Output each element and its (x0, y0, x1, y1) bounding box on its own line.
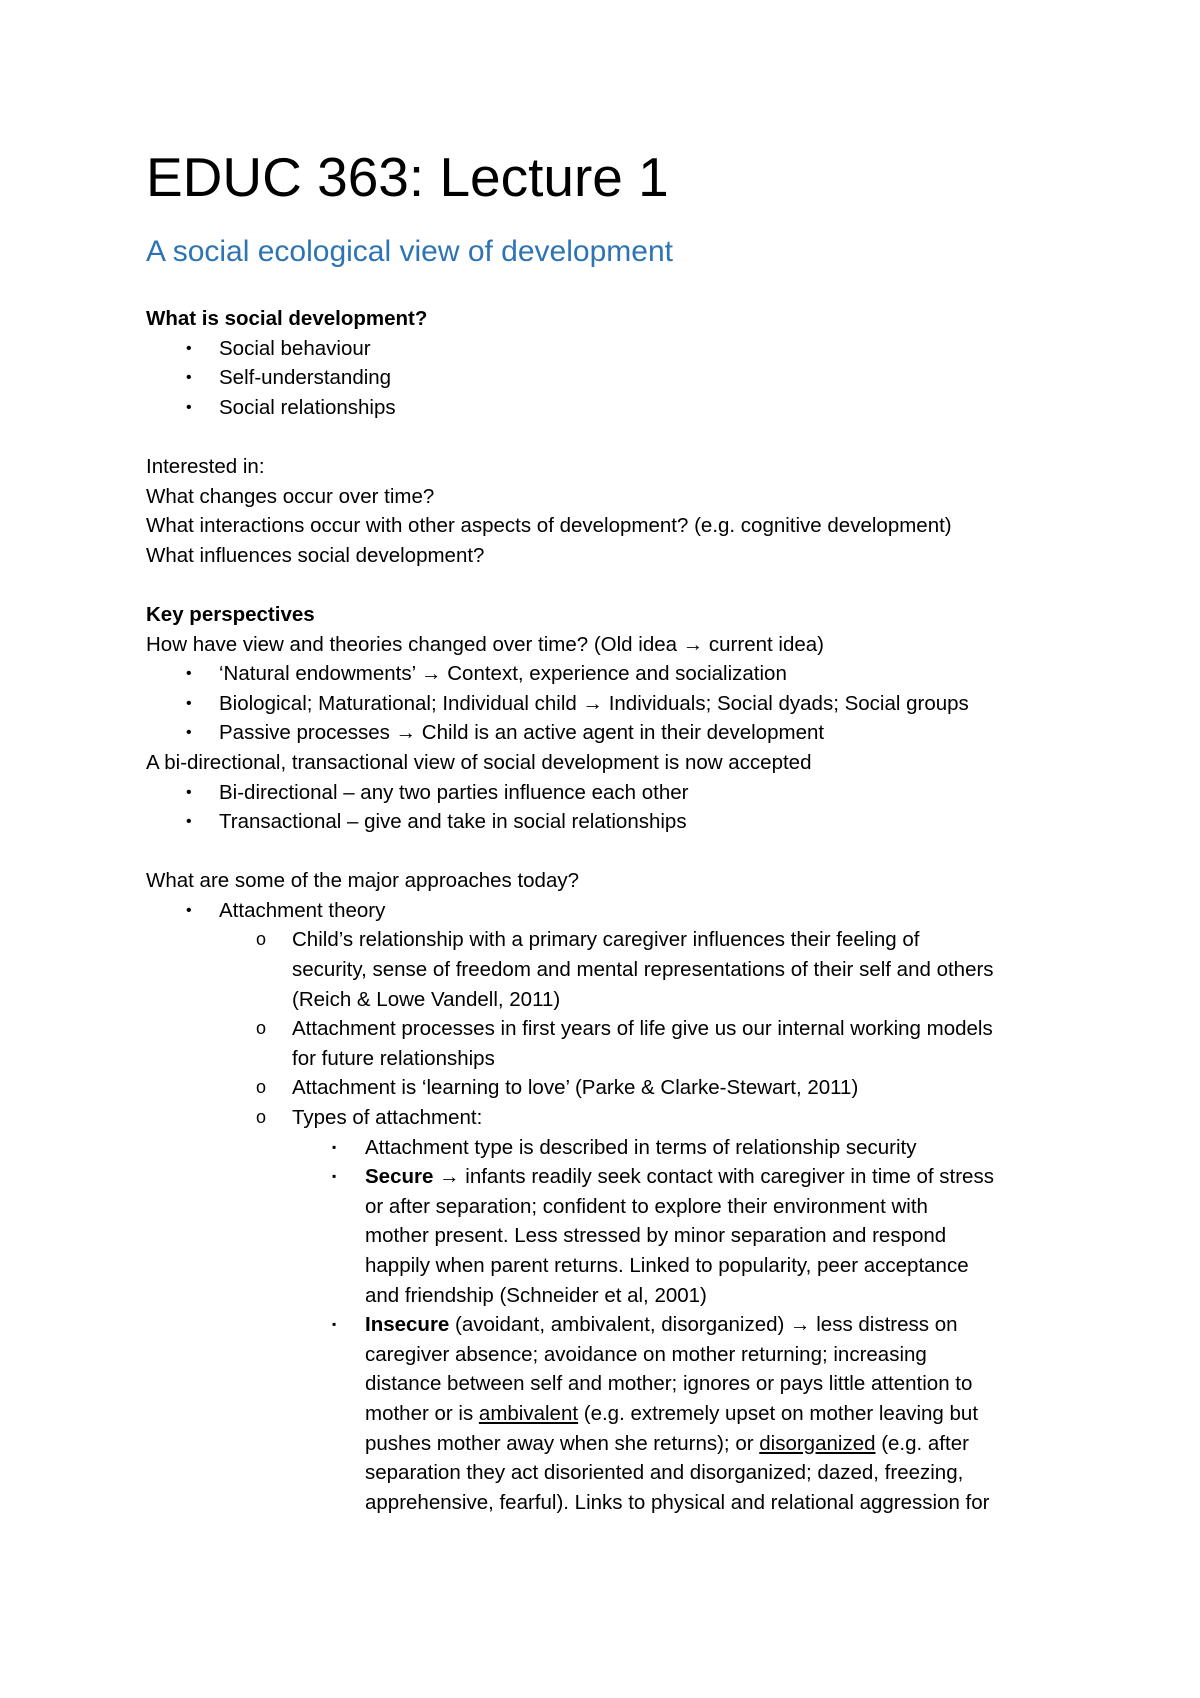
text-run: Biological; Maturational; Individual child → Individuals; Social dyads; Social groups (219, 691, 969, 715)
text-run: Social relationships (219, 395, 396, 419)
bullet-icon: • (186, 694, 192, 712)
text-run: Social behaviour (219, 336, 371, 360)
underlined-text: ambivalent (478, 1401, 579, 1425)
page-title: EDUC 363: Lecture 1 (146, 146, 669, 208)
bullet-icon: • (186, 665, 192, 683)
text-run: Types of attachment: (292, 1106, 483, 1130)
text-run: Attachment type is described in terms of relationship security (365, 1135, 917, 1159)
bullet-icon: • (186, 783, 192, 801)
list-item (146, 807, 1086, 837)
list-item (146, 1133, 1086, 1163)
text-line (146, 1044, 1086, 1074)
text-line (146, 837, 1086, 867)
text-run: A bi-directional, transactional view of social development is now accepted (146, 750, 812, 774)
text-run: mother present. Less stressed by minor separation and respond (365, 1224, 947, 1248)
text-line (146, 955, 1086, 985)
text-run: separation they act disoriented and disorganized; dazed, freezing, (365, 1461, 964, 1485)
text-run: and friendship (Schneider et al, 2001) (365, 1283, 707, 1307)
list-item (146, 659, 1086, 689)
text-line (146, 304, 1086, 334)
list-item (146, 393, 1086, 423)
list-item (146, 334, 1086, 364)
text-line (146, 1251, 1086, 1281)
text-run: What changes occur over time? (146, 484, 435, 508)
list-item (146, 363, 1086, 393)
text-line (146, 1369, 1086, 1399)
bullet-icon: ▪ (332, 1317, 337, 1332)
text-line (146, 1192, 1086, 1222)
text-line (146, 1281, 1086, 1311)
list-item (146, 1014, 1086, 1044)
list-item (146, 718, 1086, 748)
underlined-text: disorganized (759, 1431, 876, 1455)
bullet-icon: o (256, 929, 267, 950)
bullet-icon: • (186, 724, 192, 742)
text-run: (avoidant, ambivalent, disorganized) (449, 1313, 791, 1337)
text-run: Attachment theory (219, 898, 386, 922)
text-run: Child’s relationship with a primary caregiver influences their feeling of (292, 928, 920, 952)
text-line (146, 422, 1086, 452)
text-run: ‘Natural endowments’ → Context, experience and socialization (219, 662, 787, 686)
text-run: for future relationships (292, 1046, 495, 1070)
list-item (146, 689, 1086, 719)
text-run: Self-understanding (219, 366, 392, 390)
bullet-icon: ▪ (332, 1139, 337, 1154)
text-line (146, 600, 1086, 630)
text-run: Attachment is ‘learning to love’ (Parke & Clarke-Stewart, 2011) (292, 1076, 859, 1100)
bullet-icon: o (256, 1077, 267, 1098)
bold-text: → (790, 1313, 811, 1337)
document-body (146, 304, 1086, 1517)
text-run: (Reich & Lowe Vandell, 2011) (292, 987, 561, 1011)
text-run: mother or is (365, 1401, 479, 1425)
bold-text: Insecure (365, 1313, 450, 1337)
list-item (146, 925, 1086, 955)
text-line (146, 1399, 1086, 1429)
bullet-icon: • (186, 813, 192, 831)
bullet-icon: ▪ (332, 1169, 337, 1184)
text-line (146, 511, 1086, 541)
page-subtitle: A social ecological view of development (146, 235, 673, 268)
bullet-icon: • (186, 901, 192, 919)
list-item (146, 1103, 1086, 1133)
text-run: What influences social development? (146, 543, 485, 567)
bullet-icon: • (186, 339, 192, 357)
text-run: happily when parent returns. Linked to popularity, peer acceptance (365, 1254, 969, 1277)
text-run: Bi-directional – any two parties influence each other (219, 780, 689, 804)
text-line (146, 630, 1086, 660)
text-line (146, 1221, 1086, 1251)
bold-text: Key perspectives (146, 602, 315, 626)
bullet-icon: o (256, 1107, 267, 1128)
text-run: Interested in: (146, 454, 265, 478)
bullet-icon: o (256, 1018, 267, 1039)
bullet-icon: • (186, 369, 192, 387)
text-run: less distress on (810, 1313, 958, 1337)
list-item (146, 1310, 1086, 1340)
text-line (146, 570, 1086, 600)
text-line (146, 1458, 1086, 1488)
text-line (146, 1488, 1086, 1518)
bold-text: Secure → (365, 1165, 460, 1189)
text-run: or after separation; confident to explore their environment with (365, 1194, 928, 1218)
bold-text: What is social development? (146, 307, 428, 330)
text-line (146, 748, 1086, 778)
text-line (146, 541, 1086, 571)
text-line (146, 985, 1086, 1015)
list-item (146, 1162, 1086, 1192)
bullet-icon: • (186, 398, 192, 416)
text-run: pushes mother away when she returns); or (365, 1431, 760, 1455)
text-run: (e.g. after (875, 1431, 969, 1455)
text-run: apprehensive, fearful). Links to physical and relational aggression for (365, 1490, 990, 1514)
text-run: distance between self and mother; ignores or pays little attention to (365, 1372, 973, 1396)
text-run: What interactions occur with other aspects of development? (e.g. cognitive development) (146, 514, 952, 538)
text-run: security, sense of freedom and mental representations of their self and others (292, 958, 994, 982)
text-line (146, 452, 1086, 482)
text-line (146, 866, 1086, 896)
list-item (146, 896, 1086, 926)
text-run: Attachment processes in first years of life give us our internal working models (292, 1017, 993, 1041)
list-item (146, 778, 1086, 808)
text-run: Transactional – give and take in social relationships (219, 810, 687, 834)
list-item (146, 1073, 1086, 1103)
text-run: (e.g. extremely upset on mother leaving but (578, 1401, 979, 1425)
text-run: What are some of the major approaches today? (146, 869, 580, 893)
text-run: infants readily seek contact with caregiver in time of stress (459, 1165, 994, 1189)
text-run: caregiver absence; avoidance on mother returning; increasing (365, 1342, 927, 1366)
text-line (146, 1429, 1086, 1459)
text-run: Passive processes → Child is an active agent in their development (219, 721, 825, 745)
text-line (146, 482, 1086, 512)
text-run: How have view and theories changed over time? (Old idea → current idea) (146, 632, 824, 656)
text-line (146, 1340, 1086, 1370)
